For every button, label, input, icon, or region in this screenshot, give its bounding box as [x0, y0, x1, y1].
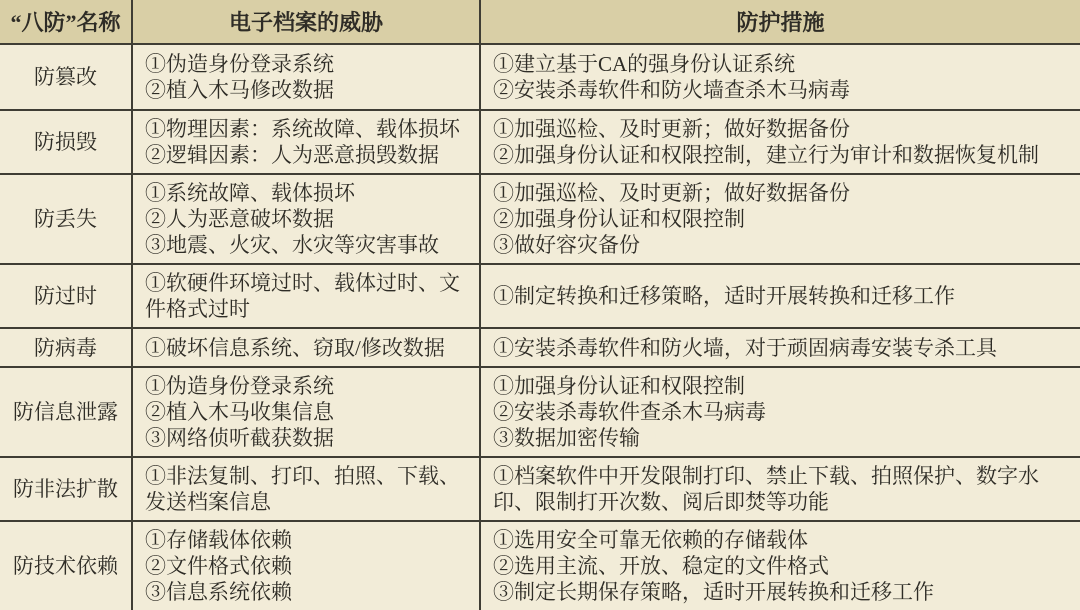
threats-cell — [132, 264, 480, 328]
table-row — [0, 521, 1080, 610]
threat-item: ②文件格式依赖 — [145, 554, 292, 578]
threat-item: ①非法复制、打印、拍照、下载、发送档案信息 — [145, 464, 460, 514]
table-row — [0, 174, 1080, 264]
measure-item: ①档案软件中开发限制打印、禁止下载、拍照保护、数字水印、限制打开次数、阅后即焚等功能 — [493, 464, 1039, 514]
measure-item: ③做好容灾备份 — [493, 233, 640, 257]
protection-name-cell: 防非法扩散 — [0, 457, 132, 521]
threats-cell — [132, 44, 480, 110]
protection-name-cell: 防损毁 — [0, 110, 132, 174]
table-header — [0, 0, 1080, 44]
header-row — [0, 0, 1080, 44]
table-row — [0, 367, 1080, 457]
threat-item: ③网络侦听截获数据 — [145, 426, 334, 450]
protection-name-cell: 防病毒 — [0, 328, 132, 367]
threat-item: ③地震、火灾、水灾等灾害事故 — [145, 233, 439, 257]
protection-name-cell: 防篡改 — [0, 44, 132, 110]
table-row — [0, 110, 1080, 174]
table-row — [0, 457, 1080, 521]
header-measures: 防护措施 — [480, 0, 1080, 44]
threats-cell — [132, 328, 480, 367]
threat-item: ①存储载体依赖 — [145, 528, 292, 552]
threat-item: ①伪造身份登录系统 — [145, 374, 334, 398]
threats-cell — [132, 174, 480, 264]
table-row — [0, 328, 1080, 367]
header-protection-name: “八防”名称 — [0, 0, 132, 44]
measure-item: ①加强巡检、及时更新；做好数据备份 — [493, 117, 850, 141]
header-threats: 电子档案的威胁 — [132, 0, 480, 44]
threat-item: ②逻辑因素：人为恶意损毁数据 — [145, 143, 439, 167]
measures-cell — [480, 367, 1080, 457]
threats-cell — [132, 457, 480, 521]
threats-cell — [132, 367, 480, 457]
measure-item: ①加强身份认证和权限控制 — [493, 374, 745, 398]
threat-item: ①破坏信息系统、窃取/修改数据 — [145, 335, 445, 360]
threats-cell — [132, 110, 480, 174]
protection-name-cell: 防信息泄露 — [0, 367, 132, 457]
measures-cell — [480, 328, 1080, 367]
measures-cell — [480, 457, 1080, 521]
measure-item: ②加强身份认证和权限控制，建立行为审计和数据恢复机制 — [493, 143, 1039, 167]
threat-item: ①软硬件环境过时、载体过时、文件格式过时 — [145, 271, 460, 321]
table-row — [0, 44, 1080, 110]
measure-item: ①安装杀毒软件和防火墙，对于顽固病毒安装专杀工具 — [493, 335, 997, 360]
threat-item: ②植入木马收集信息 — [145, 400, 334, 424]
measure-item: ①加强巡检、及时更新；做好数据备份 — [493, 181, 850, 205]
measure-item: ②安装杀毒软件和防火墙查杀木马病毒 — [493, 78, 850, 102]
threat-item: ①物理因素：系统故障、载体损坏 — [145, 117, 460, 141]
threat-item: ①系统故障、载体损坏 — [145, 181, 355, 205]
measures-cell — [480, 174, 1080, 264]
measure-item: ①建立基于CA的强身份认证系统 — [493, 52, 796, 76]
measure-item: ③制定长期保存策略，适时开展转换和迁移工作 — [493, 580, 934, 604]
measure-item: ①选用安全可靠无依赖的存储载体 — [493, 528, 808, 552]
protection-name-cell: 防丢失 — [0, 174, 132, 264]
measure-item: ③数据加密传输 — [493, 426, 640, 450]
table-row — [0, 264, 1080, 328]
measures-cell — [480, 264, 1080, 328]
measures-cell — [480, 110, 1080, 174]
threat-item: ②植入木马修改数据 — [145, 78, 334, 102]
measure-item: ②安装杀毒软件查杀木马病毒 — [493, 400, 766, 424]
threat-item: ③信息系统依赖 — [145, 580, 292, 604]
measure-item: ①制定转换和迁移策略，适时开展转换和迁移工作 — [493, 284, 955, 308]
measures-cell — [480, 521, 1080, 610]
measure-item: ②选用主流、开放、稳定的文件格式 — [493, 554, 829, 578]
measure-item: ②加强身份认证和权限控制 — [493, 207, 745, 231]
threats-cell — [132, 521, 480, 610]
measures-cell — [480, 44, 1080, 110]
threat-item: ②人为恶意破坏数据 — [145, 207, 334, 231]
threat-item: ①伪造身份登录系统 — [145, 52, 334, 76]
protection-name-cell: 防技术依赖 — [0, 521, 132, 610]
protection-name-cell: 防过时 — [0, 264, 132, 328]
